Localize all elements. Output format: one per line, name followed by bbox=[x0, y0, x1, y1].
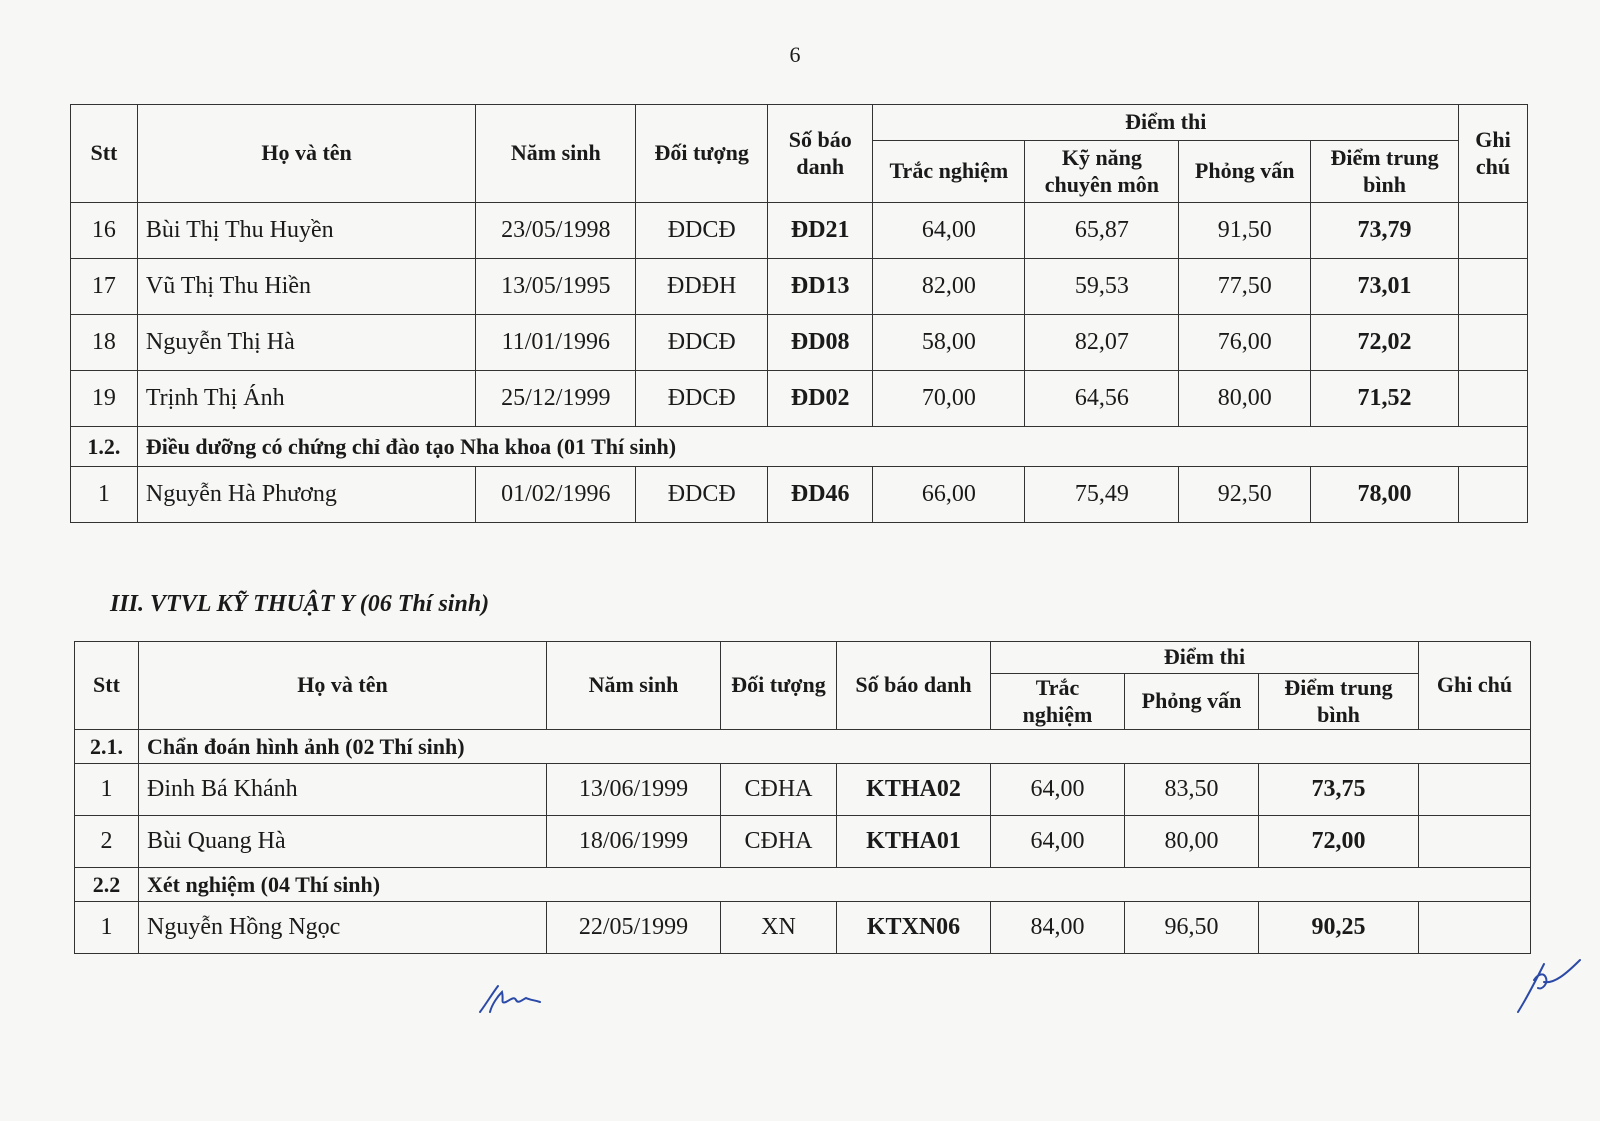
header-avg: Điểm trung bình bbox=[1259, 674, 1419, 730]
table-row bbox=[71, 371, 1528, 427]
row-category: ĐDCĐ bbox=[636, 315, 768, 371]
row-interview: 80,00 bbox=[1179, 371, 1311, 427]
row-stt: 1 bbox=[75, 764, 139, 816]
header-score-group: Điểm thi bbox=[873, 105, 1459, 141]
row-skill: 82,07 bbox=[1025, 315, 1179, 371]
section-title: Điều dưỡng có chứng chỉ đào tạo Nha khoa (01 Thí sinh) bbox=[137, 427, 1527, 467]
header-note: Ghi chú bbox=[1459, 105, 1528, 203]
header-interview: Phỏng vấn bbox=[1179, 141, 1311, 203]
row-interview: 91,50 bbox=[1179, 203, 1311, 259]
row-exam-no: ĐD21 bbox=[768, 203, 873, 259]
row-skill: 64,56 bbox=[1025, 371, 1179, 427]
signature-left bbox=[476, 982, 556, 1018]
table-row bbox=[75, 816, 1531, 868]
row-exam-no: ĐD02 bbox=[768, 371, 873, 427]
row-exam-no: KTHA01 bbox=[837, 816, 991, 868]
header-avg: Điểm trung bình bbox=[1311, 141, 1459, 203]
row-name: Nguyễn Thị Hà bbox=[137, 315, 475, 371]
row-interview: 92,50 bbox=[1179, 467, 1311, 523]
header-name: Họ và tên bbox=[137, 105, 475, 203]
header-mcq: Trắc nghiệm bbox=[873, 141, 1025, 203]
row-note bbox=[1419, 816, 1531, 868]
page-number: 6 bbox=[789, 42, 801, 67]
header-stt: Stt bbox=[75, 642, 139, 730]
section-heading: III. VTVL KỸ THUẬT Y (06 Thí sinh) bbox=[110, 591, 490, 617]
row-stt: 2 bbox=[75, 816, 139, 868]
row-category: ĐDCĐ bbox=[636, 203, 768, 259]
section-row bbox=[75, 730, 1531, 764]
row-category: CĐHA bbox=[721, 816, 837, 868]
row-category: ĐDĐH bbox=[636, 259, 768, 315]
table-row bbox=[75, 902, 1531, 954]
row-name: Bùi Thị Thu Huyền bbox=[137, 203, 475, 259]
row-birth: 11/01/1996 bbox=[476, 315, 636, 371]
header-skill: Kỹ năng chuyên môn bbox=[1025, 141, 1179, 203]
row-exam-no: ĐD46 bbox=[768, 467, 873, 523]
row-note bbox=[1459, 315, 1528, 371]
row-name: Đinh Bá Khánh bbox=[139, 764, 547, 816]
row-category: ĐDCĐ bbox=[636, 371, 768, 427]
row-name: Nguyễn Hồng Ngọc bbox=[139, 902, 547, 954]
section-number: 2.2 bbox=[75, 868, 139, 902]
row-mcq: 84,00 bbox=[991, 902, 1125, 954]
candidate-table-medical-tech bbox=[74, 641, 1531, 954]
row-name: Bùi Quang Hà bbox=[139, 816, 547, 868]
row-note bbox=[1459, 467, 1528, 523]
row-note bbox=[1459, 203, 1528, 259]
row-stt: 1 bbox=[71, 467, 138, 523]
row-stt: 19 bbox=[71, 371, 138, 427]
row-mcq: 64,00 bbox=[991, 816, 1125, 868]
row-exam-no: ĐD08 bbox=[768, 315, 873, 371]
row-mcq: 64,00 bbox=[873, 203, 1025, 259]
row-exam-no: KTHA02 bbox=[837, 764, 991, 816]
row-note bbox=[1419, 764, 1531, 816]
row-avg: 73,01 bbox=[1311, 259, 1459, 315]
row-birth: 01/02/1996 bbox=[476, 467, 636, 523]
row-stt: 16 bbox=[71, 203, 138, 259]
row-birth: 23/05/1998 bbox=[476, 203, 636, 259]
row-skill: 65,87 bbox=[1025, 203, 1179, 259]
section-number: 2.1. bbox=[75, 730, 139, 764]
row-interview: 77,50 bbox=[1179, 259, 1311, 315]
header-birth: Năm sinh bbox=[547, 642, 721, 730]
row-category: ĐDCĐ bbox=[636, 467, 768, 523]
row-skill: 59,53 bbox=[1025, 259, 1179, 315]
row-note bbox=[1419, 902, 1531, 954]
table-row bbox=[71, 259, 1528, 315]
row-birth: 18/06/1999 bbox=[547, 816, 721, 868]
row-mcq: 66,00 bbox=[873, 467, 1025, 523]
row-birth: 13/06/1999 bbox=[547, 764, 721, 816]
row-name: Vũ Thị Thu Hiền bbox=[137, 259, 475, 315]
row-interview: 76,00 bbox=[1179, 315, 1311, 371]
table-row bbox=[71, 203, 1528, 259]
table-row bbox=[71, 315, 1528, 371]
row-category: CĐHA bbox=[721, 764, 837, 816]
header-stt: Stt bbox=[71, 105, 138, 203]
row-note bbox=[1459, 259, 1528, 315]
row-avg: 71,52 bbox=[1311, 371, 1459, 427]
row-avg: 72,00 bbox=[1259, 816, 1419, 868]
row-skill: 75,49 bbox=[1025, 467, 1179, 523]
row-stt: 1 bbox=[75, 902, 139, 954]
row-name: Nguyễn Hà Phương bbox=[137, 467, 475, 523]
row-mcq: 82,00 bbox=[873, 259, 1025, 315]
candidate-table-nursing bbox=[70, 104, 1528, 523]
row-avg: 73,75 bbox=[1259, 764, 1419, 816]
table-row bbox=[71, 467, 1528, 523]
row-note bbox=[1459, 371, 1528, 427]
row-avg: 72,02 bbox=[1311, 315, 1459, 371]
section-title: Chẩn đoán hình ảnh (02 Thí sinh) bbox=[139, 730, 1531, 764]
header-exam-no: Số báo danh bbox=[837, 642, 991, 730]
row-stt: 18 bbox=[71, 315, 138, 371]
row-interview: 80,00 bbox=[1125, 816, 1259, 868]
row-category: XN bbox=[721, 902, 837, 954]
section-row bbox=[71, 427, 1528, 467]
section-row bbox=[75, 868, 1531, 902]
table-row bbox=[75, 764, 1531, 816]
header-note: Ghi chú bbox=[1419, 642, 1531, 730]
header-name: Họ và tên bbox=[139, 642, 547, 730]
row-exam-no: ĐD13 bbox=[768, 259, 873, 315]
row-avg: 73,79 bbox=[1311, 203, 1459, 259]
row-avg: 78,00 bbox=[1311, 467, 1459, 523]
header-score-group: Điểm thi bbox=[991, 642, 1419, 674]
section-title: Xét nghiệm (04 Thí sinh) bbox=[139, 868, 1531, 902]
row-name: Trịnh Thị Ánh bbox=[137, 371, 475, 427]
header-category: Đối tượng bbox=[721, 642, 837, 730]
header-category: Đối tượng bbox=[636, 105, 768, 203]
header-exam-no: Số báo danh bbox=[768, 105, 873, 203]
row-exam-no: KTXN06 bbox=[837, 902, 991, 954]
row-interview: 83,50 bbox=[1125, 764, 1259, 816]
row-birth: 25/12/1999 bbox=[476, 371, 636, 427]
row-mcq: 64,00 bbox=[991, 764, 1125, 816]
row-mcq: 70,00 bbox=[873, 371, 1025, 427]
row-interview: 96,50 bbox=[1125, 902, 1259, 954]
header-birth: Năm sinh bbox=[476, 105, 636, 203]
row-stt: 17 bbox=[71, 259, 138, 315]
row-birth: 13/05/1995 bbox=[476, 259, 636, 315]
header-interview: Phỏng vấn bbox=[1125, 674, 1259, 730]
row-mcq: 58,00 bbox=[873, 315, 1025, 371]
section-number: 1.2. bbox=[71, 427, 138, 467]
signature-right bbox=[1514, 956, 1584, 1016]
row-birth: 22/05/1999 bbox=[547, 902, 721, 954]
header-mcq: Trắc nghiệm bbox=[991, 674, 1125, 730]
row-avg: 90,25 bbox=[1259, 902, 1419, 954]
